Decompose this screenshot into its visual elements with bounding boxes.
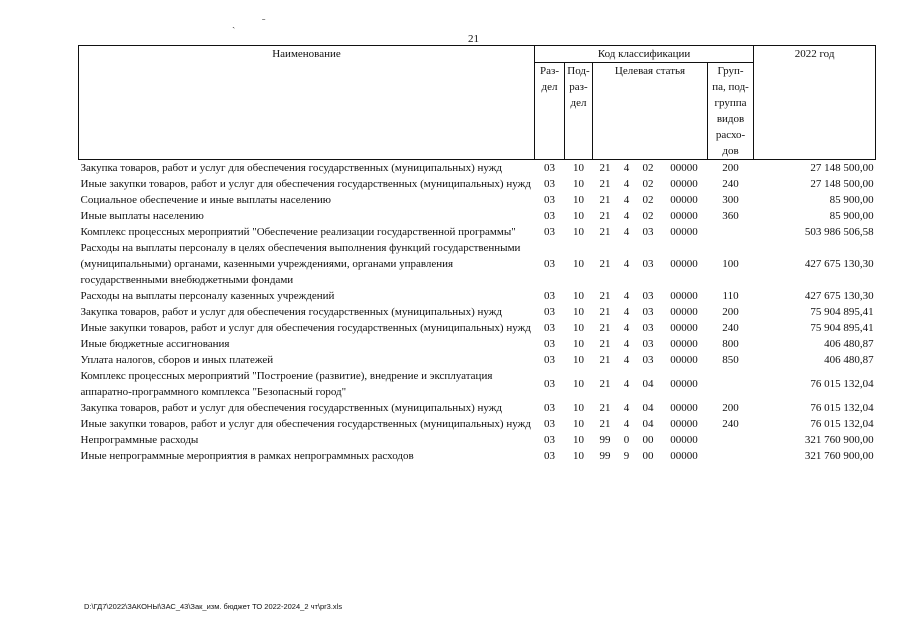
cell-t4: 00000 — [670, 194, 698, 206]
cell-amount: 406 480,87 — [824, 338, 874, 350]
cell-t3: 04 — [642, 402, 654, 414]
cell-r: 03 — [544, 226, 555, 238]
cell-r: 03 — [544, 210, 555, 222]
cell-t3: 02 — [642, 210, 654, 222]
table-row — [79, 176, 876, 192]
cell-t4: 00000 — [670, 354, 698, 366]
cell-pr: 10 — [573, 258, 584, 270]
cell-t4: 00000 — [670, 258, 698, 270]
cell-t1: 99 — [599, 434, 611, 446]
cell-t3: 03 — [642, 354, 654, 366]
cell-t1: 21 — [599, 210, 611, 222]
cell-amount: 75 904 895,41 — [810, 322, 874, 334]
cell-name: Закупка товаров, работ и услуг для обеспечения государственных (муниципальных) нужд — [80, 402, 502, 414]
cell-amount: 427 675 130,30 — [804, 290, 874, 302]
cell-pr: 10 — [573, 290, 584, 302]
cell-t4: 00000 — [670, 226, 698, 238]
cell-t1: 21 — [599, 290, 611, 302]
table-row — [79, 448, 876, 464]
cell-t2: 4 — [623, 210, 630, 222]
cell-t3: 02 — [642, 162, 654, 174]
cell-g: 240 — [722, 418, 739, 430]
table-row — [79, 320, 876, 336]
cell-name: Непрограммные расходы — [80, 434, 199, 446]
cell-t3: 04 — [642, 378, 654, 390]
cell-amount: 76 015 132,04 — [810, 418, 874, 430]
cell-t4: 00000 — [670, 306, 698, 318]
cell-t3: 00 — [642, 450, 654, 462]
cell-t3: 02 — [642, 178, 654, 190]
cell-g — [708, 224, 754, 240]
cell-t1: 21 — [599, 162, 611, 174]
cell-pr: 10 — [573, 210, 584, 222]
cell-name: Иные закупки товаров, работ и услуг для обеспечения государственных (муниципальных) нужд — [80, 322, 531, 334]
cell-t3: 04 — [642, 418, 654, 430]
cell-t3: 03 — [642, 338, 654, 350]
cell-g: 360 — [722, 210, 739, 222]
cell-r: 03 — [544, 450, 555, 462]
cell-t2: 4 — [623, 402, 630, 414]
cell-amount: 27 148 500,00 — [810, 178, 874, 190]
table-row — [79, 368, 876, 400]
cell-t3: 03 — [642, 306, 654, 318]
cell-r: 03 — [544, 338, 555, 350]
file-path-footer: D:\ГД7\2022\ЗАКОНЫ\ЗАС_43\Зак_изм. бюджет ТО 2022-2024_2 чт\pr3.xls — [84, 602, 343, 611]
header-target: Целевая статья — [593, 63, 708, 160]
cell-r: 03 — [544, 306, 555, 318]
cell-name: Иные бюджетные ассигнования — [80, 338, 230, 350]
table-row — [79, 224, 876, 240]
header-subsection: Под- раз- дел — [565, 63, 593, 160]
cell-t2: 4 — [623, 322, 630, 334]
table-row — [79, 336, 876, 352]
cell-amount: 75 904 895,41 — [810, 306, 874, 318]
cell-amount: 321 760 900,00 — [804, 450, 874, 462]
cell-amount: 85 900,00 — [829, 194, 874, 206]
cell-g: 240 — [722, 322, 739, 334]
cell-name: Закупка товаров, работ и услуг для обеспечения государственных (муниципальных) нужд — [80, 162, 502, 174]
cell-t2: 0 — [623, 434, 630, 446]
cell-pr: 10 — [573, 354, 584, 366]
cell-pr: 10 — [573, 402, 584, 414]
header-name: Наименование — [79, 46, 535, 160]
cell-pr: 10 — [573, 322, 584, 334]
cell-t4: 00000 — [670, 434, 698, 446]
cell-t2: 4 — [623, 194, 630, 206]
cell-r: 03 — [544, 290, 555, 302]
cell-pr: 10 — [573, 306, 584, 318]
cell-t3: 00 — [642, 434, 654, 446]
cell-name: Иные выплаты населению — [80, 210, 204, 222]
table-header — [79, 46, 876, 160]
cell-g: 800 — [722, 338, 739, 350]
cell-t3: 03 — [642, 322, 654, 334]
cell-name: Расходы на выплаты персоналу в целях обеспечения выполнения функций государственными (муниципальными) органами, казенными учреждениями, органами управления государственными внебюджетными фондами — [80, 242, 521, 286]
cell-t4: 00000 — [670, 418, 698, 430]
header-section: Раз- дел — [535, 63, 565, 160]
cell-t2: 9 — [623, 450, 630, 462]
cell-r: 03 — [544, 354, 555, 366]
header-year: 2022 год — [754, 46, 876, 160]
table-row — [79, 288, 876, 304]
cell-g: 100 — [722, 258, 739, 270]
cell-t4: 00000 — [670, 450, 698, 462]
cell-g — [708, 448, 754, 464]
table-row — [79, 192, 876, 208]
table-row — [79, 160, 876, 177]
cell-r: 03 — [544, 194, 555, 206]
cell-r: 03 — [544, 258, 555, 270]
cell-t4: 00000 — [670, 378, 698, 390]
cell-g: 240 — [722, 178, 739, 190]
cell-t2: 4 — [623, 354, 630, 366]
cell-g: 850 — [722, 354, 739, 366]
cell-t1: 21 — [599, 378, 611, 390]
cell-g: 200 — [722, 162, 739, 174]
cell-amount: 321 760 900,00 — [804, 434, 874, 446]
cell-t2: 4 — [623, 306, 630, 318]
table-row — [79, 432, 876, 448]
cell-g — [708, 368, 754, 400]
cell-t2: 4 — [623, 258, 630, 270]
scan-mark: ˍ — [262, 10, 266, 21]
cell-name: Иные непрограммные мероприятия в рамках непрограммных расходов — [80, 450, 414, 462]
cell-amount: 503 986 506,58 — [804, 226, 874, 238]
cell-t2: 4 — [623, 226, 630, 238]
cell-amount: 76 015 132,04 — [810, 402, 874, 414]
cell-r: 03 — [544, 418, 555, 430]
cell-t1: 21 — [599, 194, 611, 206]
cell-g: 300 — [722, 194, 739, 206]
table-row — [79, 352, 876, 368]
cell-t2: 4 — [623, 338, 630, 350]
budget-table — [78, 45, 876, 464]
cell-t3: 03 — [642, 226, 654, 238]
cell-g: 110 — [722, 290, 739, 302]
cell-g — [708, 432, 754, 448]
cell-g: 200 — [722, 402, 739, 414]
cell-t1: 21 — [599, 258, 611, 270]
cell-t2: 4 — [623, 418, 630, 430]
cell-name: Закупка товаров, работ и услуг для обеспечения государственных (муниципальных) нужд — [80, 306, 502, 318]
cell-amount: 406 480,87 — [824, 354, 874, 366]
cell-t1: 21 — [599, 178, 611, 190]
cell-name: Иные закупки товаров, работ и услуг для обеспечения государственных (муниципальных) нужд — [80, 178, 531, 190]
cell-pr: 10 — [573, 194, 584, 206]
table-row — [79, 416, 876, 432]
header-group: Груп- па, под- группа видов расхо- дов — [708, 63, 754, 160]
cell-name: Комплекс процессных мероприятий "Обеспечение реализации государственной программы" — [80, 226, 516, 238]
cell-pr: 10 — [573, 226, 584, 238]
page-number: 21 — [468, 33, 479, 45]
cell-t2: 4 — [623, 290, 630, 302]
cell-t4: 00000 — [670, 402, 698, 414]
table-body — [79, 160, 876, 465]
cell-pr: 10 — [573, 378, 584, 390]
cell-name: Иные закупки товаров, работ и услуг для обеспечения государственных (муниципальных) нужд — [80, 418, 531, 430]
cell-t4: 00000 — [670, 178, 698, 190]
cell-t4: 00000 — [670, 162, 698, 174]
cell-pr: 10 — [573, 418, 584, 430]
cell-name: Расходы на выплаты персоналу казенных учреждений — [80, 290, 335, 302]
cell-pr: 10 — [573, 450, 584, 462]
cell-t1: 21 — [599, 418, 611, 430]
cell-pr: 10 — [573, 338, 584, 350]
cell-t1: 99 — [599, 450, 611, 462]
cell-t3: 03 — [642, 290, 654, 302]
cell-t1: 21 — [599, 354, 611, 366]
cell-g: 200 — [722, 306, 739, 318]
cell-t3: 03 — [642, 258, 654, 270]
cell-r: 03 — [544, 162, 555, 174]
cell-amount: 427 675 130,30 — [804, 258, 874, 270]
table-row — [79, 400, 876, 416]
cell-t2: 4 — [623, 378, 630, 390]
table-row — [79, 240, 876, 288]
cell-name: Комплекс процессных мероприятий "Построение (развитие), внедрение и эксплуатация аппаратно-программного комплекса "Безопасный город" — [80, 370, 493, 398]
cell-t2: 4 — [623, 178, 630, 190]
cell-name: Социальное обеспечение и иные выплаты населению — [80, 194, 332, 206]
cell-r: 03 — [544, 434, 555, 446]
cell-t4: 00000 — [670, 290, 698, 302]
cell-name: Уплата налогов, сборов и иных платежей — [80, 354, 274, 366]
cell-t1: 21 — [599, 306, 611, 318]
cell-t3: 02 — [642, 194, 654, 206]
cell-t4: 00000 — [670, 338, 698, 350]
cell-r: 03 — [544, 402, 555, 414]
cell-pr: 10 — [573, 434, 584, 446]
cell-r: 03 — [544, 322, 555, 334]
cell-amount: 85 900,00 — [829, 210, 874, 222]
cell-pr: 10 — [573, 162, 584, 174]
cell-r: 03 — [544, 378, 555, 390]
cell-t4: 00000 — [670, 322, 698, 334]
header-classification: Код классификации — [535, 46, 754, 63]
cell-t1: 21 — [599, 226, 611, 238]
scan-mark: ˎ — [232, 18, 236, 29]
cell-t4: 00000 — [670, 210, 698, 222]
cell-t1: 21 — [599, 338, 611, 350]
cell-r: 03 — [544, 178, 555, 190]
table-row — [79, 208, 876, 224]
table-row — [79, 304, 876, 320]
cell-amount: 76 015 132,04 — [810, 378, 874, 390]
cell-pr: 10 — [573, 178, 584, 190]
cell-t1: 21 — [599, 322, 611, 334]
cell-amount: 27 148 500,00 — [810, 162, 874, 174]
cell-t2: 4 — [623, 162, 630, 174]
cell-t1: 21 — [599, 402, 611, 414]
